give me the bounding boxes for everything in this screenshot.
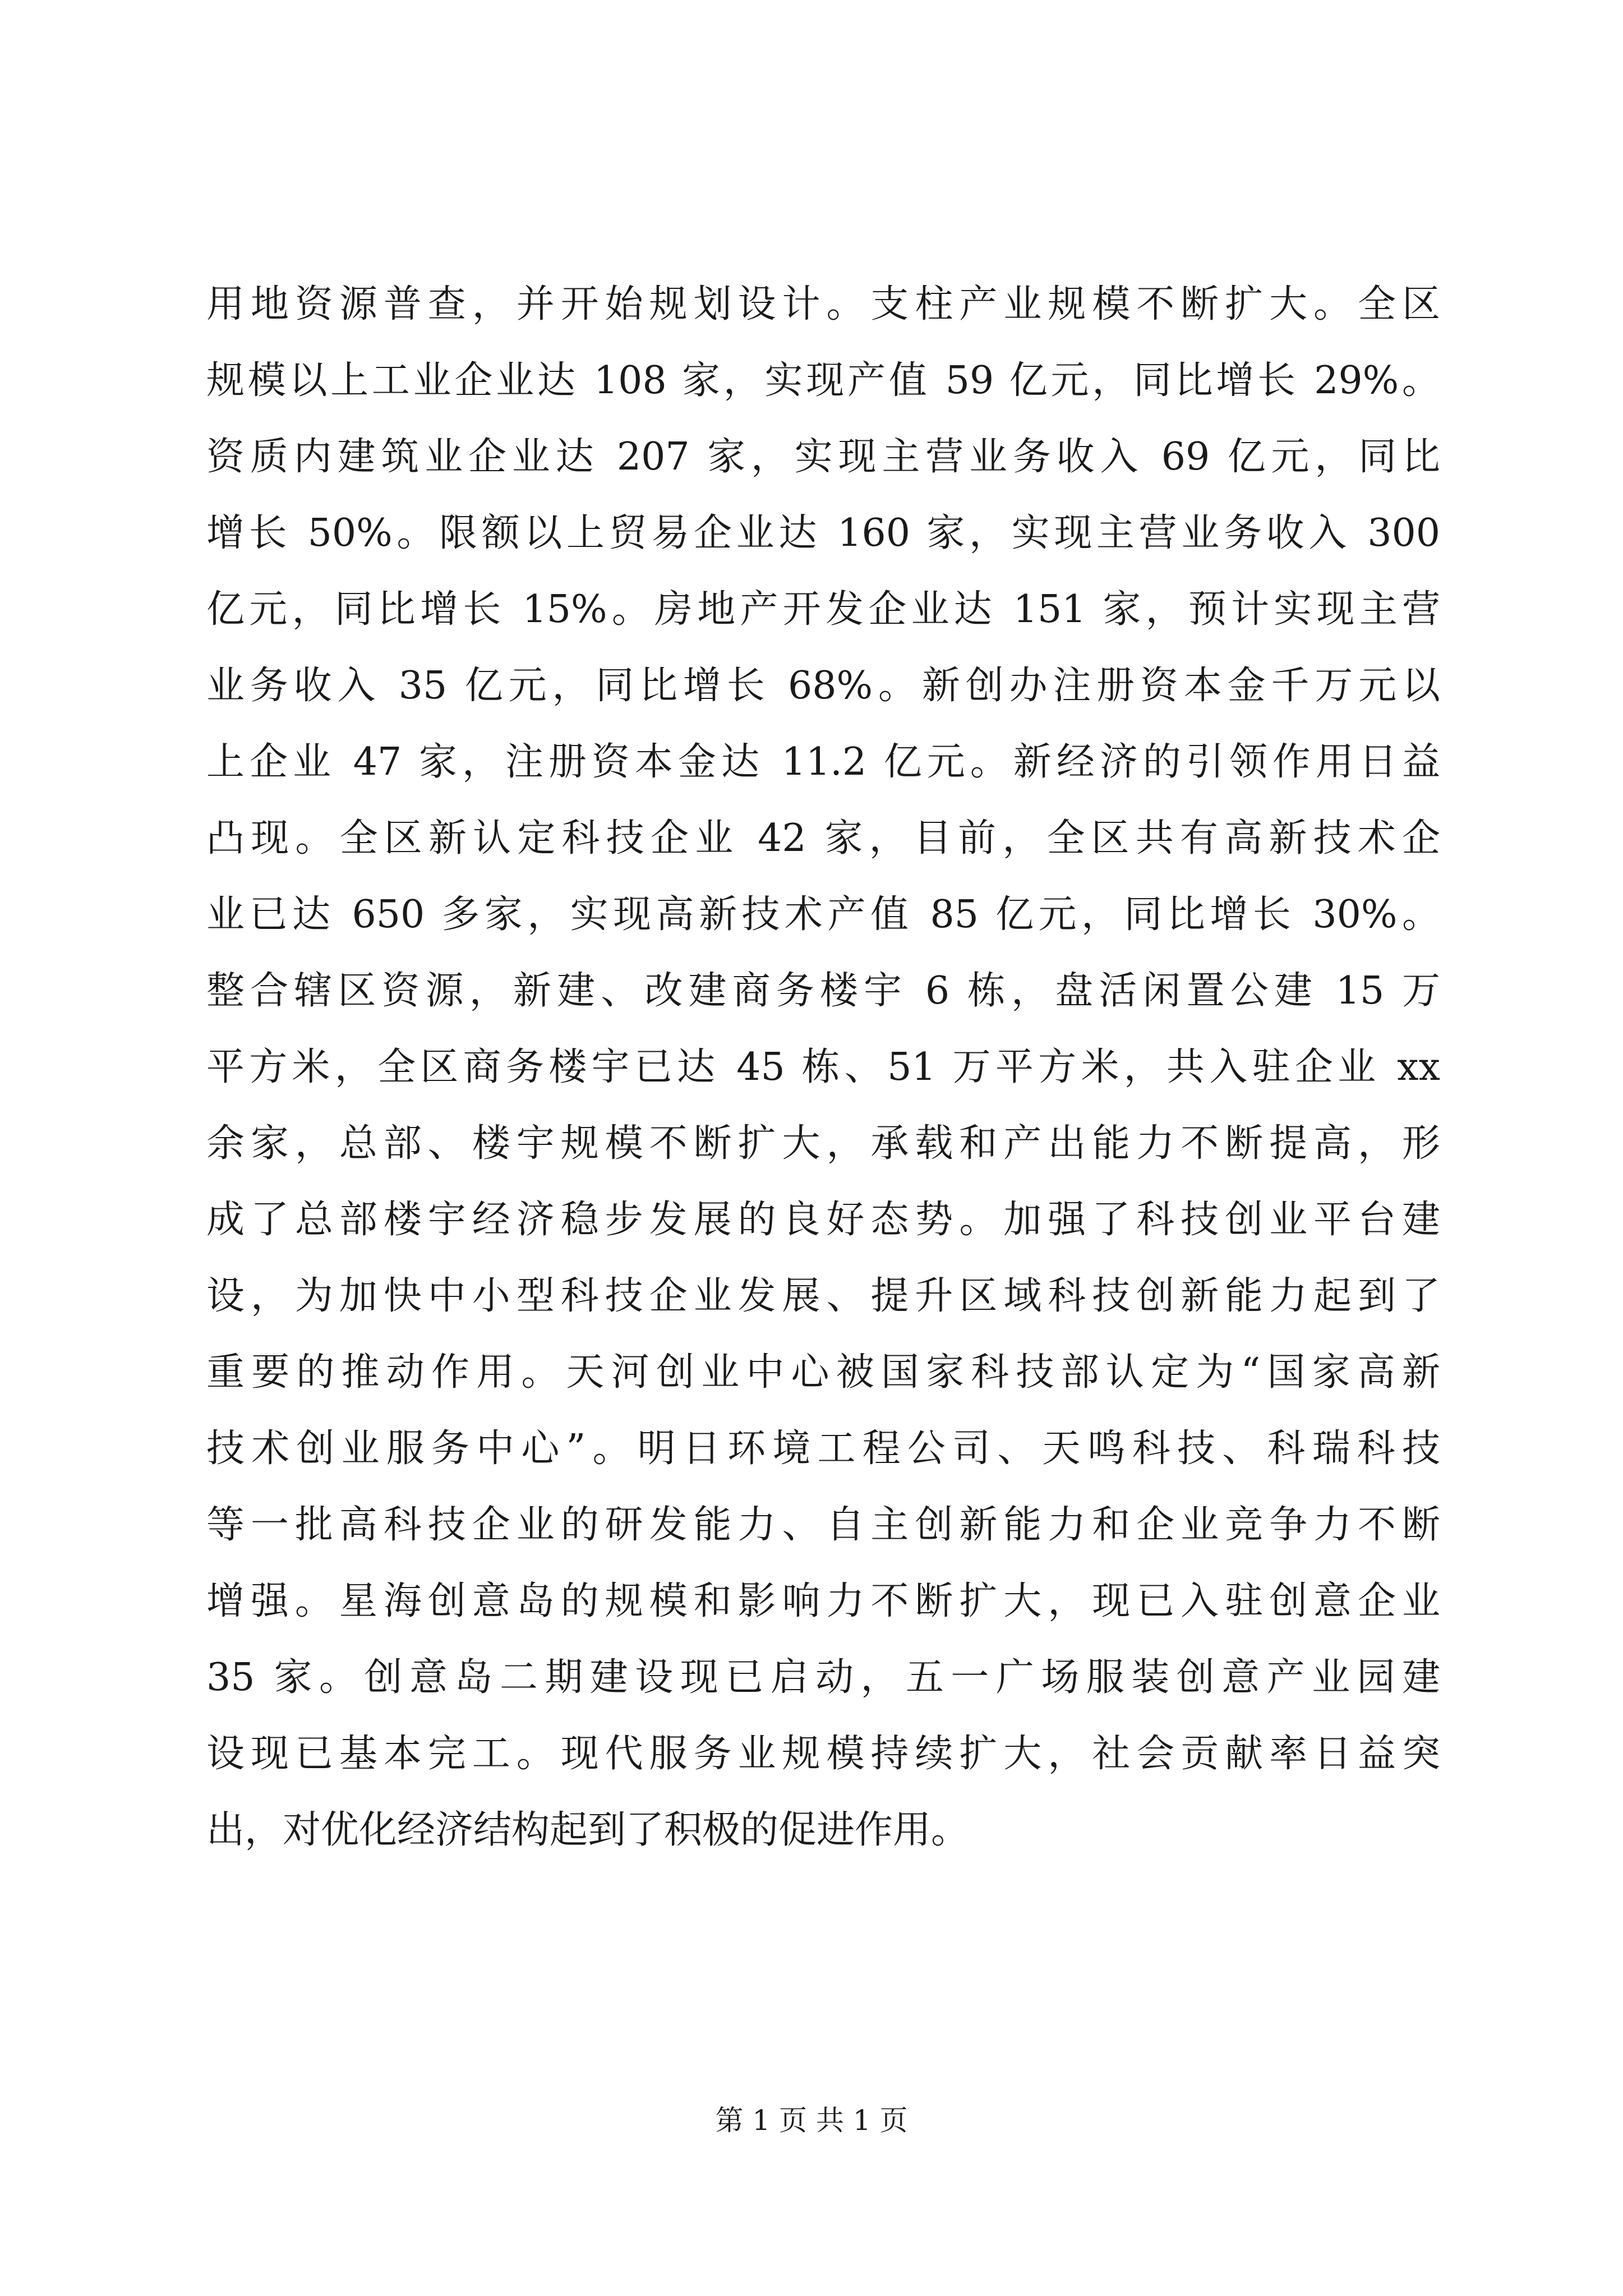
text-line: 增长 50%。限额以上贸易企业达 160 家，实现主营业务收入 300: [206, 511, 1440, 555]
text-line: 技术创业服务中心”。明日环境工程公司、天鸣科技、科瑞科技: [206, 1427, 1440, 1471]
text-line: 余家，总部、楼宇规模不断扩大，承载和产出能力不断提高，形: [206, 1121, 1440, 1166]
text-line: 业务收入 35 亿元，同比增长 68%。新创办注册资本金千万元以: [206, 664, 1440, 708]
body-paragraph: [206, 266, 1440, 1869]
text-line: 设现已基本完工。现代服务业规模持续扩大，社会贡献率日益突: [206, 1732, 1440, 1776]
text-line: 设，为加快中小型科技企业发展、提升区域科技创新能力起到了: [206, 1274, 1440, 1318]
page-number-footer: 第 1 页 共 1 页: [715, 2104, 908, 2137]
text-line: 等一批高科技企业的研发能力、自主创新能力和企业竞争力不断: [206, 1503, 1440, 1547]
text-line: 亿元，同比增长 15%。房地产开发企业达 151 家，预计实现主营: [206, 587, 1440, 632]
text-line: 35 家。创意岛二期建设现已启动，五一广场服装创意产业园建: [206, 1655, 1440, 1700]
text-line: 凸现。全区新认定科技企业 42 家，目前，全区共有高新技术企: [206, 816, 1440, 861]
text-line: 出，对优化经济结构起到了积极的促进作用。: [206, 1808, 970, 1852]
text-line: 规模以上工业企业达 108 家，实现产值 59 亿元，同比增长 29%。: [206, 358, 1440, 403]
text-line: 业已达 650 多家，实现高新技术产值 85 亿元，同比增长 30%。: [206, 892, 1440, 937]
text-line: 重要的推动作用。天河创业中心被国家科技部认定为“国家高新: [206, 1350, 1440, 1395]
text-line: 用地资源普查，并开始规划设计。支柱产业规模不断扩大。全区: [206, 282, 1440, 326]
text-line: 成了总部楼宇经济稳步发展的良好态势。加强了科技创业平台建: [206, 1198, 1440, 1242]
text-line: 资质内建筑业企业达 207 家，实现主营业务收入 69 亿元，同比: [206, 435, 1440, 479]
text-line: 平方米，全区商务楼宇已达 45 栋、51 万平方米，共入驻企业 xx: [206, 1045, 1440, 1089]
text-line: 增强。星海创意岛的规模和影响力不断扩大，现已入驻创意企业: [206, 1579, 1440, 1623]
text-line: 上企业 47 家，注册资本金达 11.2 亿元。新经济的引领作用日益: [206, 740, 1440, 784]
text-line: 整合辖区资源，新建、改建商务楼宇 6 栋，盘活闲置公建 15 万: [206, 969, 1440, 1013]
